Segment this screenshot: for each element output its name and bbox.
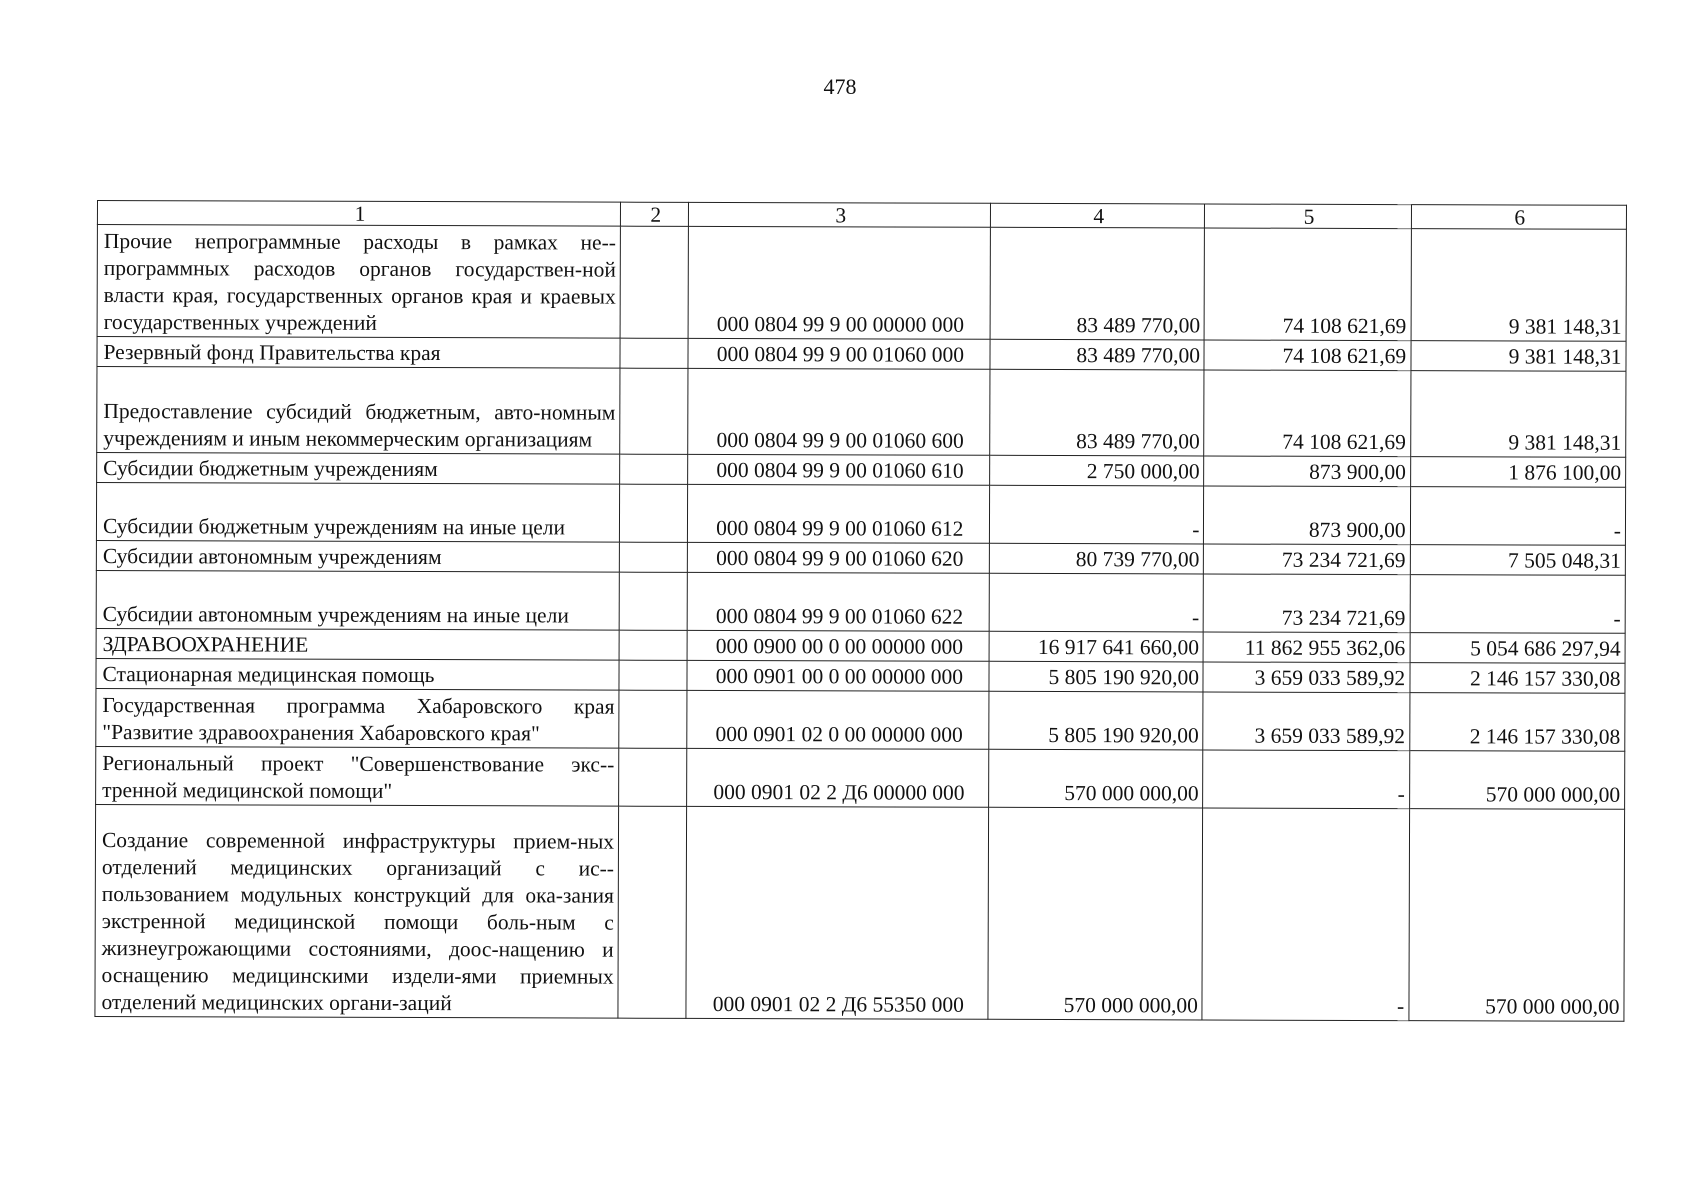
row-value-5: 74 108 621,69 xyxy=(1204,340,1410,371)
table-row xyxy=(96,746,1625,809)
row-value-5: 873 900,00 xyxy=(1204,486,1410,545)
row-value-5: 74 108 621,69 xyxy=(1204,370,1410,457)
row-value-4: 83 489 770,00 xyxy=(990,227,1205,340)
row-value-5: 74 108 621,69 xyxy=(1205,228,1412,341)
column-number: 2 xyxy=(620,202,688,226)
row-value-5: 73 234 721,69 xyxy=(1204,544,1410,575)
row-name: Субсидии бюджетным учреждениям xyxy=(97,453,620,485)
row-value-5: 873 900,00 xyxy=(1204,456,1410,487)
row-column-2 xyxy=(620,226,689,338)
table-row xyxy=(96,540,1625,575)
row-value-4: 83 489 770,00 xyxy=(990,339,1204,370)
column-number: 1 xyxy=(97,201,620,227)
row-value-6: 1 876 100,00 xyxy=(1410,457,1625,488)
row-value-6: 570 000 000,00 xyxy=(1409,809,1625,1022)
row-value-5: - xyxy=(1203,750,1409,809)
table-row xyxy=(96,628,1625,663)
row-name: Резервный фонд Правительства края xyxy=(97,337,620,369)
row-code: 000 0901 02 2 Д6 00000 000 xyxy=(687,748,989,807)
table-row xyxy=(96,483,1625,546)
column-number: 6 xyxy=(1411,205,1626,230)
row-value-6: 570 000 000,00 xyxy=(1409,751,1624,810)
table-row xyxy=(97,337,1626,372)
row-code: 000 0804 99 9 00 01060 000 xyxy=(688,338,990,369)
column-number: 3 xyxy=(689,202,991,227)
row-value-4: - xyxy=(989,573,1203,632)
row-column-2 xyxy=(619,572,688,630)
row-value-4: 80 739 770,00 xyxy=(990,543,1204,574)
row-code: 000 0901 00 0 00 00000 000 xyxy=(687,660,989,691)
row-value-6: 2 146 157 330,08 xyxy=(1410,663,1625,694)
row-name: Прочие непрограммные расходы в рамках не-программных расходов органов государствен-ной власти края, государственных органов края и краевых государственных учреждений xyxy=(97,225,620,339)
row-code: 000 0804 99 9 00 01060 620 xyxy=(688,542,990,573)
row-column-2 xyxy=(620,484,689,542)
row-value-6: - xyxy=(1410,487,1625,546)
row-value-4: 16 917 641 660,00 xyxy=(989,631,1203,662)
row-value-6: 7 505 048,31 xyxy=(1410,545,1625,576)
row-code: 000 0804 99 9 00 00000 000 xyxy=(689,226,991,339)
row-code: 000 0804 99 9 00 01060 612 xyxy=(688,484,990,543)
row-name: Региональный проект "Совершенствование экс-тренной медицинской помощи" xyxy=(96,746,619,806)
row-name: Стационарная медицинская помощь xyxy=(96,658,619,690)
row-value-4: 5 805 190 920,00 xyxy=(989,661,1203,692)
row-value-4: 5 805 190 920,00 xyxy=(989,691,1203,750)
row-column-2 xyxy=(619,630,687,660)
row-column-2 xyxy=(618,806,687,1018)
row-value-4: 570 000 000,00 xyxy=(989,749,1203,808)
row-name: Субсидии автономным учреждениям xyxy=(96,540,619,572)
table-row xyxy=(97,453,1626,488)
row-name: ЗДРАВООХРАНЕНИЕ xyxy=(96,628,619,660)
table-row xyxy=(95,804,1625,1021)
row-name: Создание современной инфраструктуры прием-ных отделений медицинских организаций с ис-пользованием модульных конструкций для ока-зания экстренной медицинской помощи боль-ным с жизнеугрожающими состояниями, доос-нащению и оснащению медицинскими издели-ями приемных отделений медицинских органи-заций xyxy=(95,804,619,1018)
page-number: 478 xyxy=(823,74,857,99)
row-code: 000 0901 02 0 00 00000 000 xyxy=(687,690,989,749)
row-column-2 xyxy=(619,660,687,690)
row-column-2 xyxy=(619,542,687,572)
row-value-5: 3 659 033 589,92 xyxy=(1203,662,1409,693)
row-value-6: 9 381 148,31 xyxy=(1411,229,1627,342)
row-code: 000 0804 99 9 00 01060 600 xyxy=(688,368,990,455)
row-value-6: 2 146 157 330,08 xyxy=(1409,693,1624,752)
column-number: 4 xyxy=(991,203,1205,228)
row-value-5: - xyxy=(1202,808,1409,1021)
row-column-2 xyxy=(620,368,689,454)
row-column-2 xyxy=(620,454,688,484)
row-code: 000 0901 02 2 Д6 55350 000 xyxy=(686,806,988,1019)
row-code: 000 0804 99 9 00 01060 610 xyxy=(688,454,990,485)
row-column-2 xyxy=(619,748,688,806)
row-value-5: 3 659 033 589,92 xyxy=(1203,692,1409,751)
budget-table xyxy=(94,200,1627,1022)
table-row xyxy=(97,225,1626,342)
table-row xyxy=(96,658,1625,693)
row-value-4: 83 489 770,00 xyxy=(990,369,1205,456)
row-value-5: 11 862 955 362,06 xyxy=(1204,632,1410,663)
row-value-4: 570 000 000,00 xyxy=(988,807,1203,1020)
row-name: Субсидии автономным учреждениям на иные цели xyxy=(96,570,619,630)
row-name: Предоставление субсидий бюджетным, авто-номным учреждениям и иным некоммерческим организациям xyxy=(97,367,620,455)
row-column-2 xyxy=(620,338,688,368)
row-name: Государственная программа Хабаровского края "Развитие здравоохранения Хабаровского края" xyxy=(96,688,619,748)
row-value-6: 9 381 148,31 xyxy=(1411,341,1626,372)
row-code: 000 0900 00 0 00 00000 000 xyxy=(688,630,990,661)
row-value-6: 9 381 148,31 xyxy=(1410,371,1626,458)
row-column-2 xyxy=(619,690,688,748)
row-value-6: - xyxy=(1410,575,1625,634)
row-value-5: 73 234 721,69 xyxy=(1204,574,1410,633)
row-value-6: 5 054 686 297,94 xyxy=(1410,633,1625,664)
row-name: Субсидии бюджетным учреждениям на иные цели xyxy=(96,483,619,543)
row-code: 000 0804 99 9 00 01060 622 xyxy=(688,572,990,631)
column-number: 5 xyxy=(1205,204,1411,229)
table-row xyxy=(96,688,1625,751)
table-body xyxy=(95,225,1626,1022)
row-value-4: 2 750 000,00 xyxy=(990,455,1204,486)
table-row xyxy=(96,570,1625,633)
table-row xyxy=(97,367,1626,458)
row-value-4: - xyxy=(990,485,1204,544)
